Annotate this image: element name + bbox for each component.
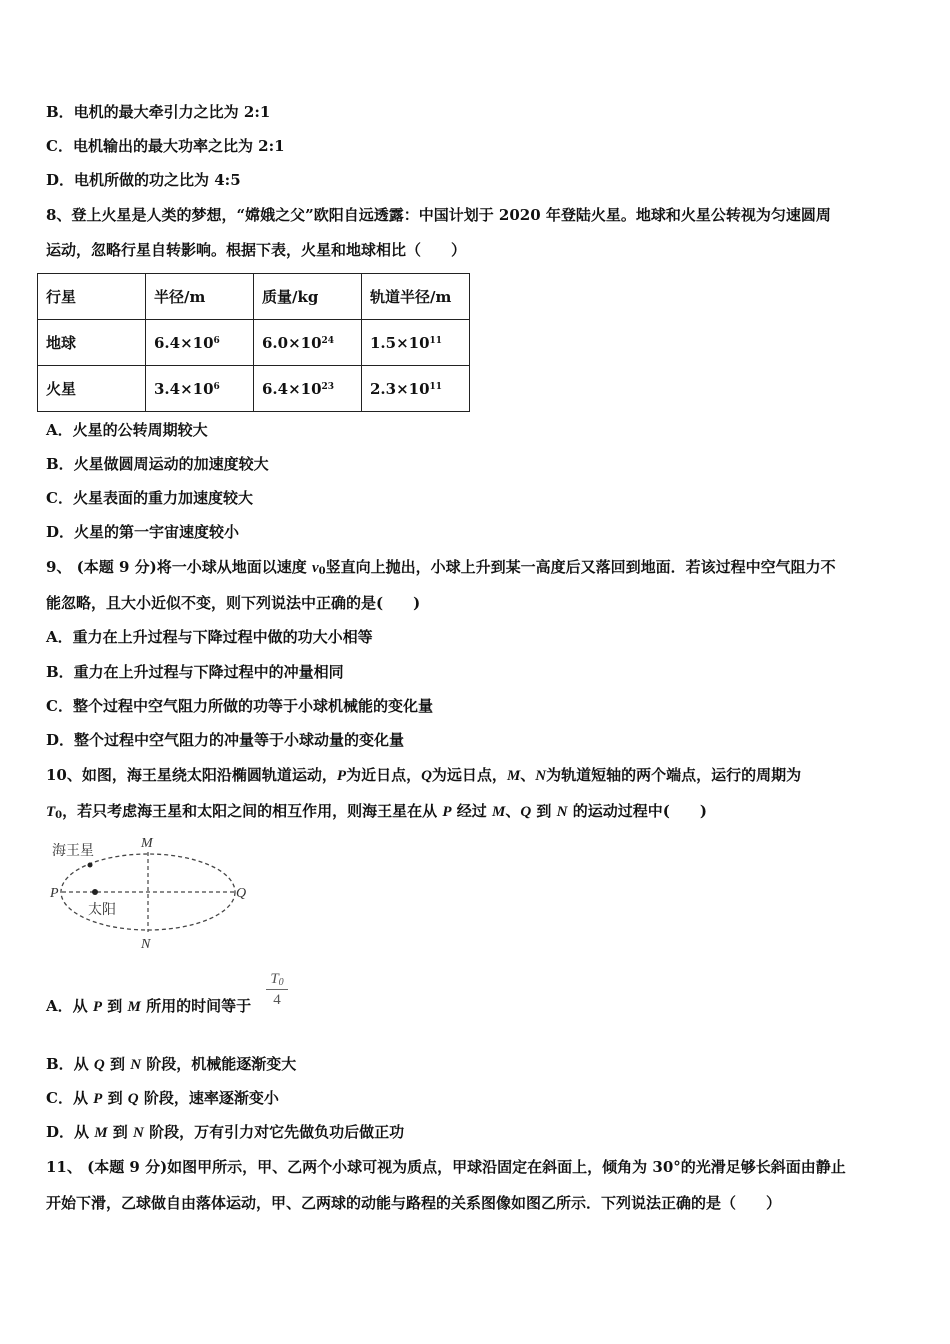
cell-mars-orbit: $2.3\times 10^{11}$ [362, 366, 470, 412]
fraction-t0-over-4: $T_0$ 4 [266, 970, 288, 1009]
q8-option-c: C．火星表面的重力加速度较大 [46, 489, 253, 507]
q8-option-b: B．火星做圆周运动的加速度较大 [46, 455, 269, 473]
cell-mars-name: 火星 [38, 366, 146, 412]
sun-dot [92, 889, 98, 895]
q10-stem-line1: 10、如图，海王星绕太阳沿椭圆轨道运动，P为近日点，Q为远日点，M、N为轨道短轴的两个端点，运行的周期为 [46, 766, 802, 784]
cell-earth-radius: $6.4\times 10^6$ [146, 320, 254, 366]
cell-mars-radius: $3.4\times 10^6$ [146, 366, 254, 412]
neptune-dot [88, 863, 93, 868]
point-p-label: P [50, 886, 59, 901]
cell-earth-orbit: $1.5\times 10^{11}$ [362, 320, 470, 366]
planet-table [37, 273, 470, 412]
q11-stem-line1: 11、 (本题 9 分)如图甲所示，甲、乙两个小球可视为质点，甲球沿固定在斜面上，倾角为 30°的光滑足够长斜面由静止 [46, 1158, 846, 1176]
q10-option-d: D．从 M 到 N 阶段，万有引力对它先做负功后做正功 [46, 1123, 405, 1141]
point-m-label: M [141, 836, 153, 851]
cell-earth-name: 地球 [38, 320, 146, 366]
q7-option-b: B．电机的最大牵引力之比为 2:1 [46, 103, 271, 121]
q9-option-b: B．重力在上升过程与下降过程中的冲量相同 [46, 663, 344, 681]
q8-stem-line2: 运动，忽略行星自转影响。根据下表，火星和地球相比（ ） [46, 241, 467, 259]
header-mass: 质量/kg [254, 274, 362, 320]
header-orbit-radius: 轨道半径/m [362, 274, 470, 320]
header-planet: 行星 [38, 274, 146, 320]
q9-option-a: A．重力在上升过程与下降过程中做的功大小相等 [46, 628, 373, 646]
point-q-label: Q [236, 886, 247, 901]
q9-option-c: C．整个过程中空气阻力所做的功等于小球机械能的变化量 [46, 697, 433, 715]
table-row-earth [38, 320, 470, 366]
point-n-label: N [141, 937, 151, 952]
q10-option-b: B．从 Q 到 N 阶段，机械能逐渐变大 [46, 1055, 297, 1073]
q9-stem-line2: 能忽略，且大小近似不变，则下列说法中正确的是( ) [46, 594, 421, 612]
q8-option-d: D．火星的第一宇宙速度较小 [46, 523, 240, 541]
q9-stem-line1: 9、 (本题 9 分)将一小球从地面以速度 $v_0$竖直向上抛出，小球上升到某一高度后又落回到地面．若该过程中空气阻力不 [46, 558, 836, 577]
neptune-label: 海王星 [52, 843, 94, 859]
sun-label: 太阳 [88, 902, 116, 918]
q10-option-a: A．从 P 到 M 所用的时间等于 [46, 997, 252, 1015]
header-radius: 半径/m [146, 274, 254, 320]
q10-option-c: C．从 P 到 Q 阶段，速率逐渐变小 [46, 1089, 279, 1107]
q10-stem-line2: $T_0$，若只考虑海王星和太阳之间的相互作用，则海王星在从 P 经过 M、Q 到 N 的运动过程中( ) [46, 802, 707, 821]
neptune-orbit-diagram [48, 830, 258, 955]
q9-option-d: D．整个过程中空气阻力的冲量等于小球动量的变化量 [46, 731, 405, 749]
planet-table-header [38, 274, 470, 320]
cell-mars-mass: $6.4\times 10^{23}$ [254, 366, 362, 412]
table-row-mars [38, 366, 470, 412]
q7-option-d: D．电机所做的功之比为 4:5 [46, 171, 241, 189]
q8-stem-line1: 8、登上火星是人类的梦想，“嫦娥之父”欧阳自远透露：中国计划于 2020 年登陆火星。地球和火星公转视为匀速圆周 [46, 206, 831, 224]
q8-option-a: A．火星的公转周期较大 [46, 421, 208, 439]
cell-earth-mass: $6.0\times 10^{24}$ [254, 320, 362, 366]
q11-stem-line2: 开始下滑，乙球做自由落体运动，甲、乙两球的动能与路程的关系图像如图乙所示．下列说法正确的是（ ） [46, 1194, 782, 1212]
q7-option-c: C．电机输出的最大功率之比为 2:1 [46, 137, 285, 155]
